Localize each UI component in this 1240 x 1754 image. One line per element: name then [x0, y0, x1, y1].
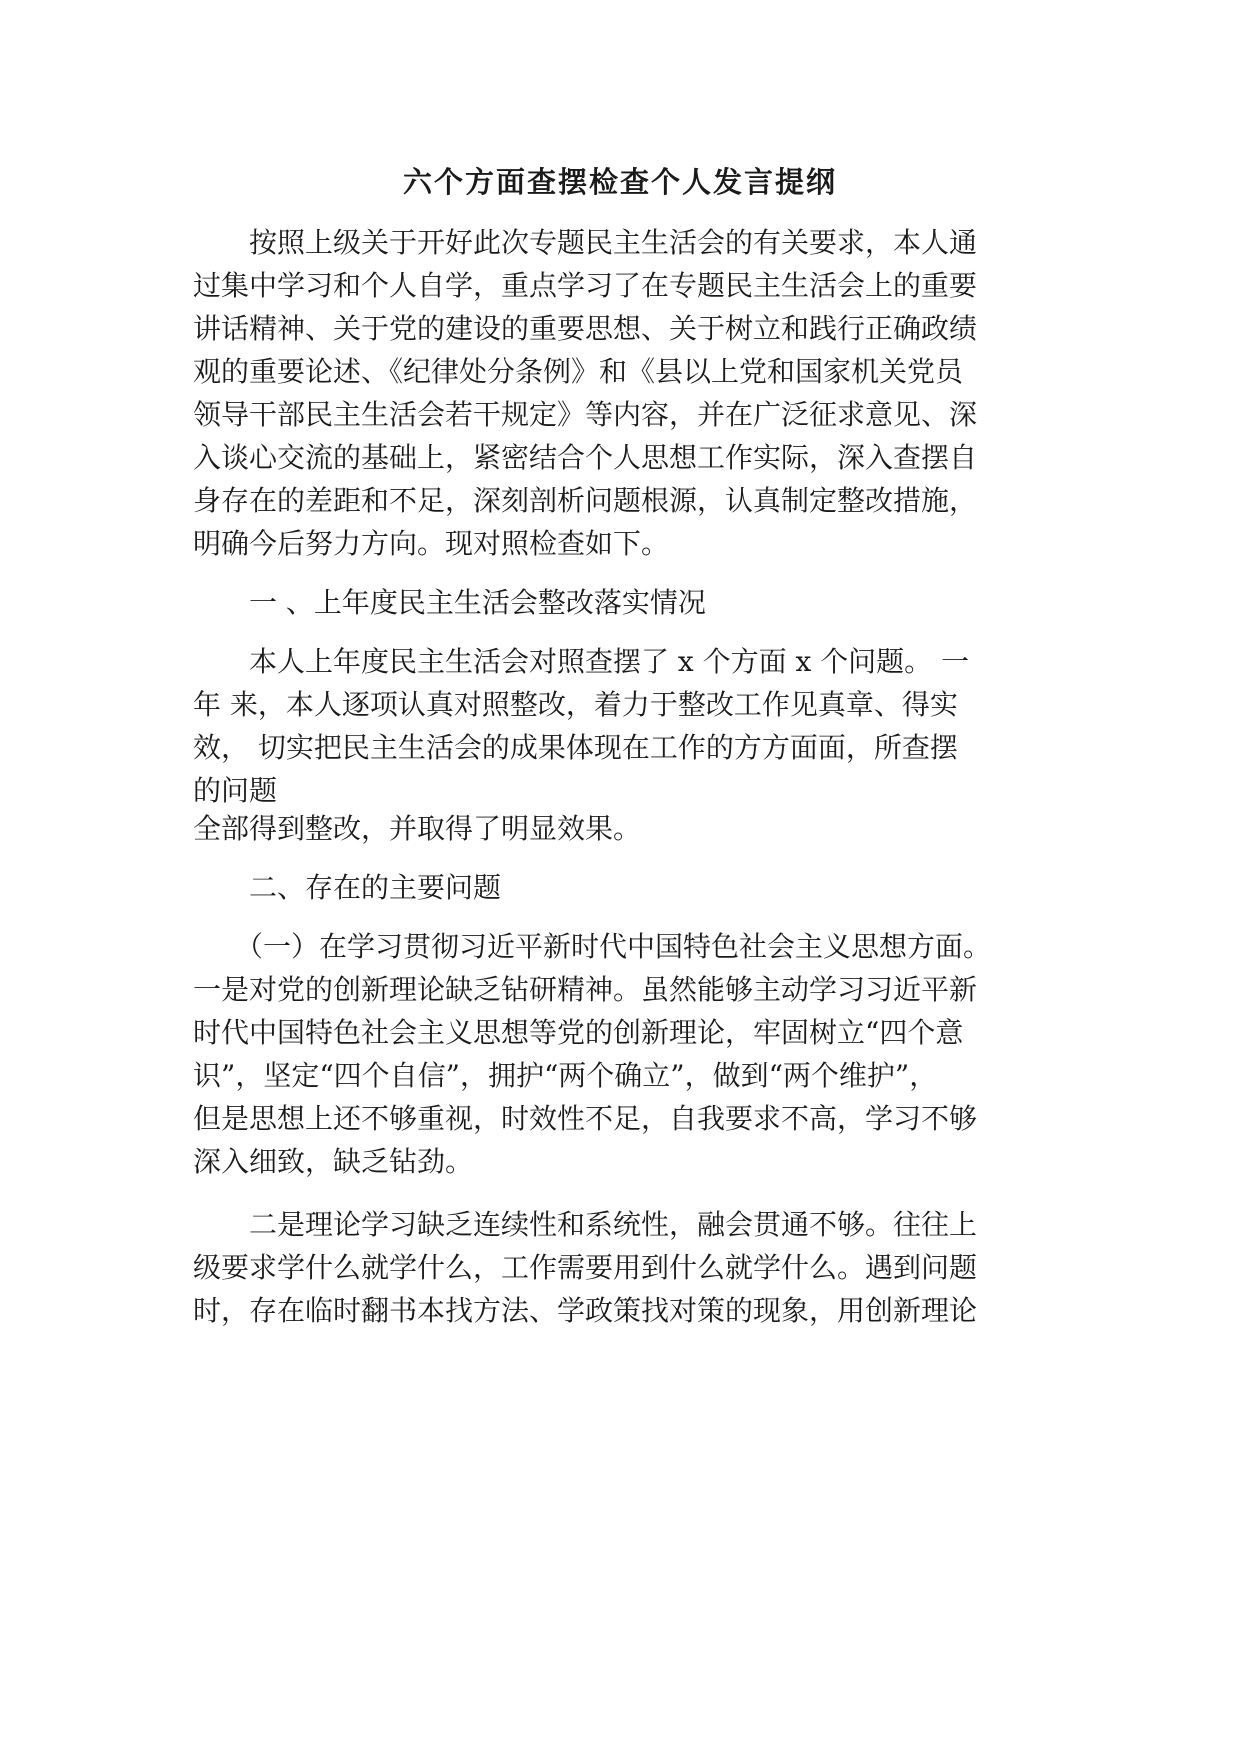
- text-line: 讲话精神、关于党的建设的重要思想、关于树立和践行正确政绩: [193, 312, 978, 345]
- section-heading: 一 、上年度民主生活会整改落实情况: [193, 586, 706, 619]
- text-line: 时代中国特色社会主义思想等党的创新理论，牢固树立“四个意: [193, 1016, 964, 1049]
- text-line: 深入细致，缺乏钻劲。: [193, 1145, 474, 1178]
- text-line: 级要求学什么就学什么，工作需要用到什么就学什么。遇到问题: [193, 1251, 978, 1284]
- text-line: 效， 切实把民主生活会的成果体现在工作的方方面面，所查摆: [193, 731, 958, 764]
- text-line: 入谈心交流的基础上，紧密结合个人思想工作实际，深入查摆自: [193, 441, 978, 474]
- text-line: 时，存在临时翻书本找方法、学政策找对策的现象，用创新理论: [193, 1294, 978, 1327]
- text-line: 领导干部民主生活会若干规定》等内容，并在广泛征求意见、深: [193, 398, 978, 431]
- text-line: 观的重要论述、《纪律处分条例》和《县以上党和国家机关党员: [193, 355, 964, 388]
- text-line: 识”，坚定“四个自信”，拥护“两个确立”，做到“两个维护”，: [193, 1059, 938, 1092]
- text-line: 但是思想上还不够重视，时效性不足，自我要求不高，学习不够: [193, 1102, 978, 1135]
- document-title: 六个方面查摆检查个人发言提纲: [402, 165, 837, 199]
- text-line: 过集中学习和个人自学，重点学习了在专题民主生活会上的重要: [193, 269, 978, 302]
- text-line: 明确今后努力方向。现对照检查如下。: [193, 527, 670, 560]
- text-line: 全部得到整改，并取得了明显效果。: [193, 812, 642, 845]
- section-heading: 二、存在的主要问题: [193, 871, 502, 904]
- text-line: 身存在的差距和不足，深刻剖析问题根源，认真制定整改措施，: [193, 484, 978, 517]
- text-line: 的问题: [193, 774, 278, 807]
- text-line: 年 来，本人逐项认真对照整改，着力于整改工作见真章、得实: [193, 688, 958, 721]
- text-line: 按照上级关于开好此次专题民主生活会的有关要求，本人通: [193, 226, 978, 259]
- text-line: 二是理论学习缺乏连续性和系统性，融会贯通不够。往往上: [193, 1208, 978, 1241]
- subsection-heading: （一）在学习贯彻习近平新时代中国特色社会主义思想方面。: [193, 930, 992, 963]
- text-line: 一是对党的创新理论缺乏钻研精神。虽然能够主动学习习近平新: [193, 973, 978, 1006]
- text-line: 本人上年度民主生活会对照查摆了 x 个方面 x 个问题。 一: [193, 645, 970, 678]
